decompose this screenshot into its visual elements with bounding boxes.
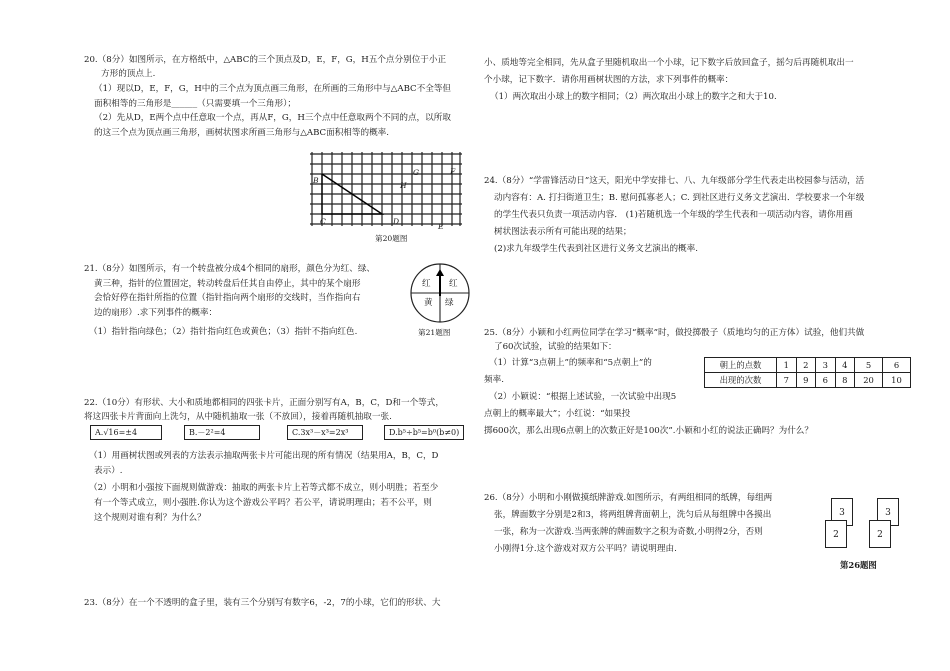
q22-line3: （1）用画树状图或列表的方法表示抽取两张卡片可能出现的所有情况（结果用A，B，C，D (89, 451, 439, 461)
table-row (705, 358, 911, 373)
q21-line1: 21.（8分）如图所示，有一个转盘被分成4个相同的扇形，颜色分为红、绿、 (84, 264, 376, 274)
label-f: F (450, 167, 456, 176)
table-row-label: 朝上的点数 (705, 358, 777, 373)
table-cell: 9 (796, 373, 816, 388)
q24-line5: (2)求九年级学生代表到社区进行义务文艺演出的概率. (494, 244, 698, 254)
q20-line4: 面积相等的三角形是______（只需要填一个三角形）； (94, 99, 296, 109)
q21-line5: （1）指针指向绿色；（2）指针指向红色或黄色；（3）指针不指向红色. (89, 327, 358, 337)
card-option-d: D.b⁵÷b⁵=b⁰(b≠0) (384, 425, 464, 440)
card-group2-front: 2 (869, 520, 891, 548)
q21-caption: 第21题图 (418, 328, 451, 337)
table-cell: 7 (777, 373, 797, 388)
q20-caption: 第20题图 (375, 234, 408, 243)
card-option-b: B.－2²=4 (184, 425, 260, 440)
label-c: C (320, 217, 326, 226)
q23-line3: 个小球，记下数字．请你用画树状图的方法，求下列事件的概率： (484, 75, 734, 85)
card-group1-front: 2 (825, 520, 847, 548)
q20-line1: 20.（8分）如图所示，在方格纸中，△ABC的三个顶点及D，E，F，G，H五个点分别位于小正 (84, 55, 447, 65)
q22-line4: 表示）. (94, 466, 123, 476)
q24-line1: 24.（8分）“学雷锋活动日”这天，阳光中学安排七、八、九年级部分学生代表走出校园参与活动，活 (484, 176, 865, 186)
sector-tl: 红 (422, 279, 431, 289)
q26-line4: 小刚得1分.这个游戏对双方公平吗？请说明理由. (494, 544, 677, 554)
q22-line6: 有一个等式成立，则小强胜.你认为这个游戏公平吗？若公平，请说明理由；若不公平，则 (94, 498, 432, 508)
q26-line2: 张，牌面数字分别是2和3，将两组牌背面朝上，洗匀后从每组牌中各摸出 (494, 510, 772, 520)
q21-line3: 会恰好停在指针所指的位置（指针指向两个扇形的交线时，当作指向右 (94, 293, 361, 303)
q25-line1: 25.（8分）小颖和小红两位同学在学习“概率”时，做投掷骰子（质地均匀的正方体）试验，他们共做 (484, 328, 865, 338)
q26-line3: 一张，称为一次游戏.当两张牌的牌面数字之积为奇数,小明得2分，否则 (494, 527, 763, 537)
q20-line6: 的这三个点为顶点画三角形，画树状图求所画三角形与△ABC面积相等的概率. (94, 128, 390, 138)
label-h: H (400, 181, 407, 190)
q20-line2: 方形的顶点上. (101, 69, 156, 79)
q23-line2: 小、质地等完全相同，先从盒子里随机取出一个小球，记下数字后放回盒子，摇匀后再随机取出一 (484, 58, 854, 68)
table-cell: 10 (883, 373, 911, 388)
table-cell: 8 (835, 373, 855, 388)
q22-line5: （2）小明和小强按下面规则做游戏：抽取的两张卡片上若等式都不成立，则小明胜；若至少 (89, 483, 439, 493)
sector-br: 绿 (445, 298, 454, 308)
q25-line6: 点朝上的概率最大”；小红说：“如果投 (484, 409, 631, 419)
q24-line4: 树状图法表示所有可能出现的结果； (494, 227, 632, 237)
table-row-label: 出现的次数 (705, 373, 777, 388)
q25-line5: （2）小颖说：“根据上述试验，一次试验中出现5 (489, 392, 677, 402)
table-cell: 5 (855, 358, 883, 373)
table-cell: 1 (777, 358, 797, 373)
dice-results-table (704, 357, 911, 388)
q25-line7: 掷600次，那么出现6点朝上的次数正好是100次”.小颖和小红的说法正确吗？为什么？ (484, 426, 813, 436)
q25-line3: （1）计算“3点朝上”的频率和“5点朝上”的 (489, 358, 652, 368)
q23-line4: （1）两次取出小球上的数字相同；（2）两次取出小球上的数字之和大于10. (490, 92, 777, 102)
sector-bl: 黄 (424, 298, 433, 308)
q21-line4: 边的扇形）.求下列事件的概率： (94, 308, 218, 318)
q22-line2: 将这四张卡片背面向上洗匀，从中随机抽取一张（不放回），接着再随机抽取一张. (84, 412, 392, 422)
table-cell: 20 (855, 373, 883, 388)
card-group2-back: 3 (877, 498, 899, 526)
q23-line1: 23.（8分）在一个不透明的盒子里，装有三个分别写有数字6，-2，7的小球，它们的形状、大 (84, 598, 441, 608)
q20-line3: （1）现以D，E，F，G，H中的三个点为顶点画三角形，在所画的三角形中与△ABC不全等但 (94, 84, 452, 94)
sector-tr: 红 (449, 279, 458, 289)
q25-line2: 了60次试验，试验的结果如下： (494, 342, 617, 352)
spinner-figure (409, 262, 471, 324)
card-group1-back: 3 (831, 498, 853, 526)
table-cell: 6 (816, 373, 836, 388)
label-e: E (438, 222, 444, 231)
label-g: G (413, 168, 420, 177)
q26-line1: 26.（8分）小明和小刚做摸纸牌游戏.如图所示，有两组相同的纸牌，每组两 (484, 493, 773, 503)
table-cell: 4 (835, 358, 855, 373)
label-d: D (393, 217, 400, 226)
q22-line7: 这个规则对谁有利？为什么？ (94, 513, 206, 523)
q24-line3: 的学生代表只负责一项活动内容． (1)若随机选一个年级的学生代表和一项活动内容，请你用画 (494, 210, 853, 220)
table-cell: 2 (796, 358, 816, 373)
q21-line2: 黄三种，指针的位置固定，转动转盘后任其自由停止，其中的某个扇形 (94, 279, 361, 289)
q20-line5: （2）先从D，E两个点中任意取一个点，再从F，G，H三个点中任意取两个不同的点，以所取 (94, 113, 451, 123)
card-option-c: C.3x³－x³=2x³ (287, 425, 363, 440)
table-cell: 6 (883, 358, 911, 373)
q26-caption: 第26题图 (840, 560, 877, 570)
card-option-a: A.√16=±4 (90, 425, 162, 440)
q24-line2: 动内容有：A. 打扫街道卫生；B. 慰问孤寡老人；C. 到社区进行义务文艺演出．学校要求一个年级 (494, 193, 865, 203)
table-row (705, 373, 911, 388)
table-cell: 3 (816, 358, 836, 373)
q22-line1: 22.（10分）有形状、大小和质地都相同的四张卡片，正面分别写有A，B，C，D和一个等式， (84, 398, 444, 408)
label-b: B (313, 176, 319, 185)
q25-line4: 频率. (484, 375, 504, 385)
